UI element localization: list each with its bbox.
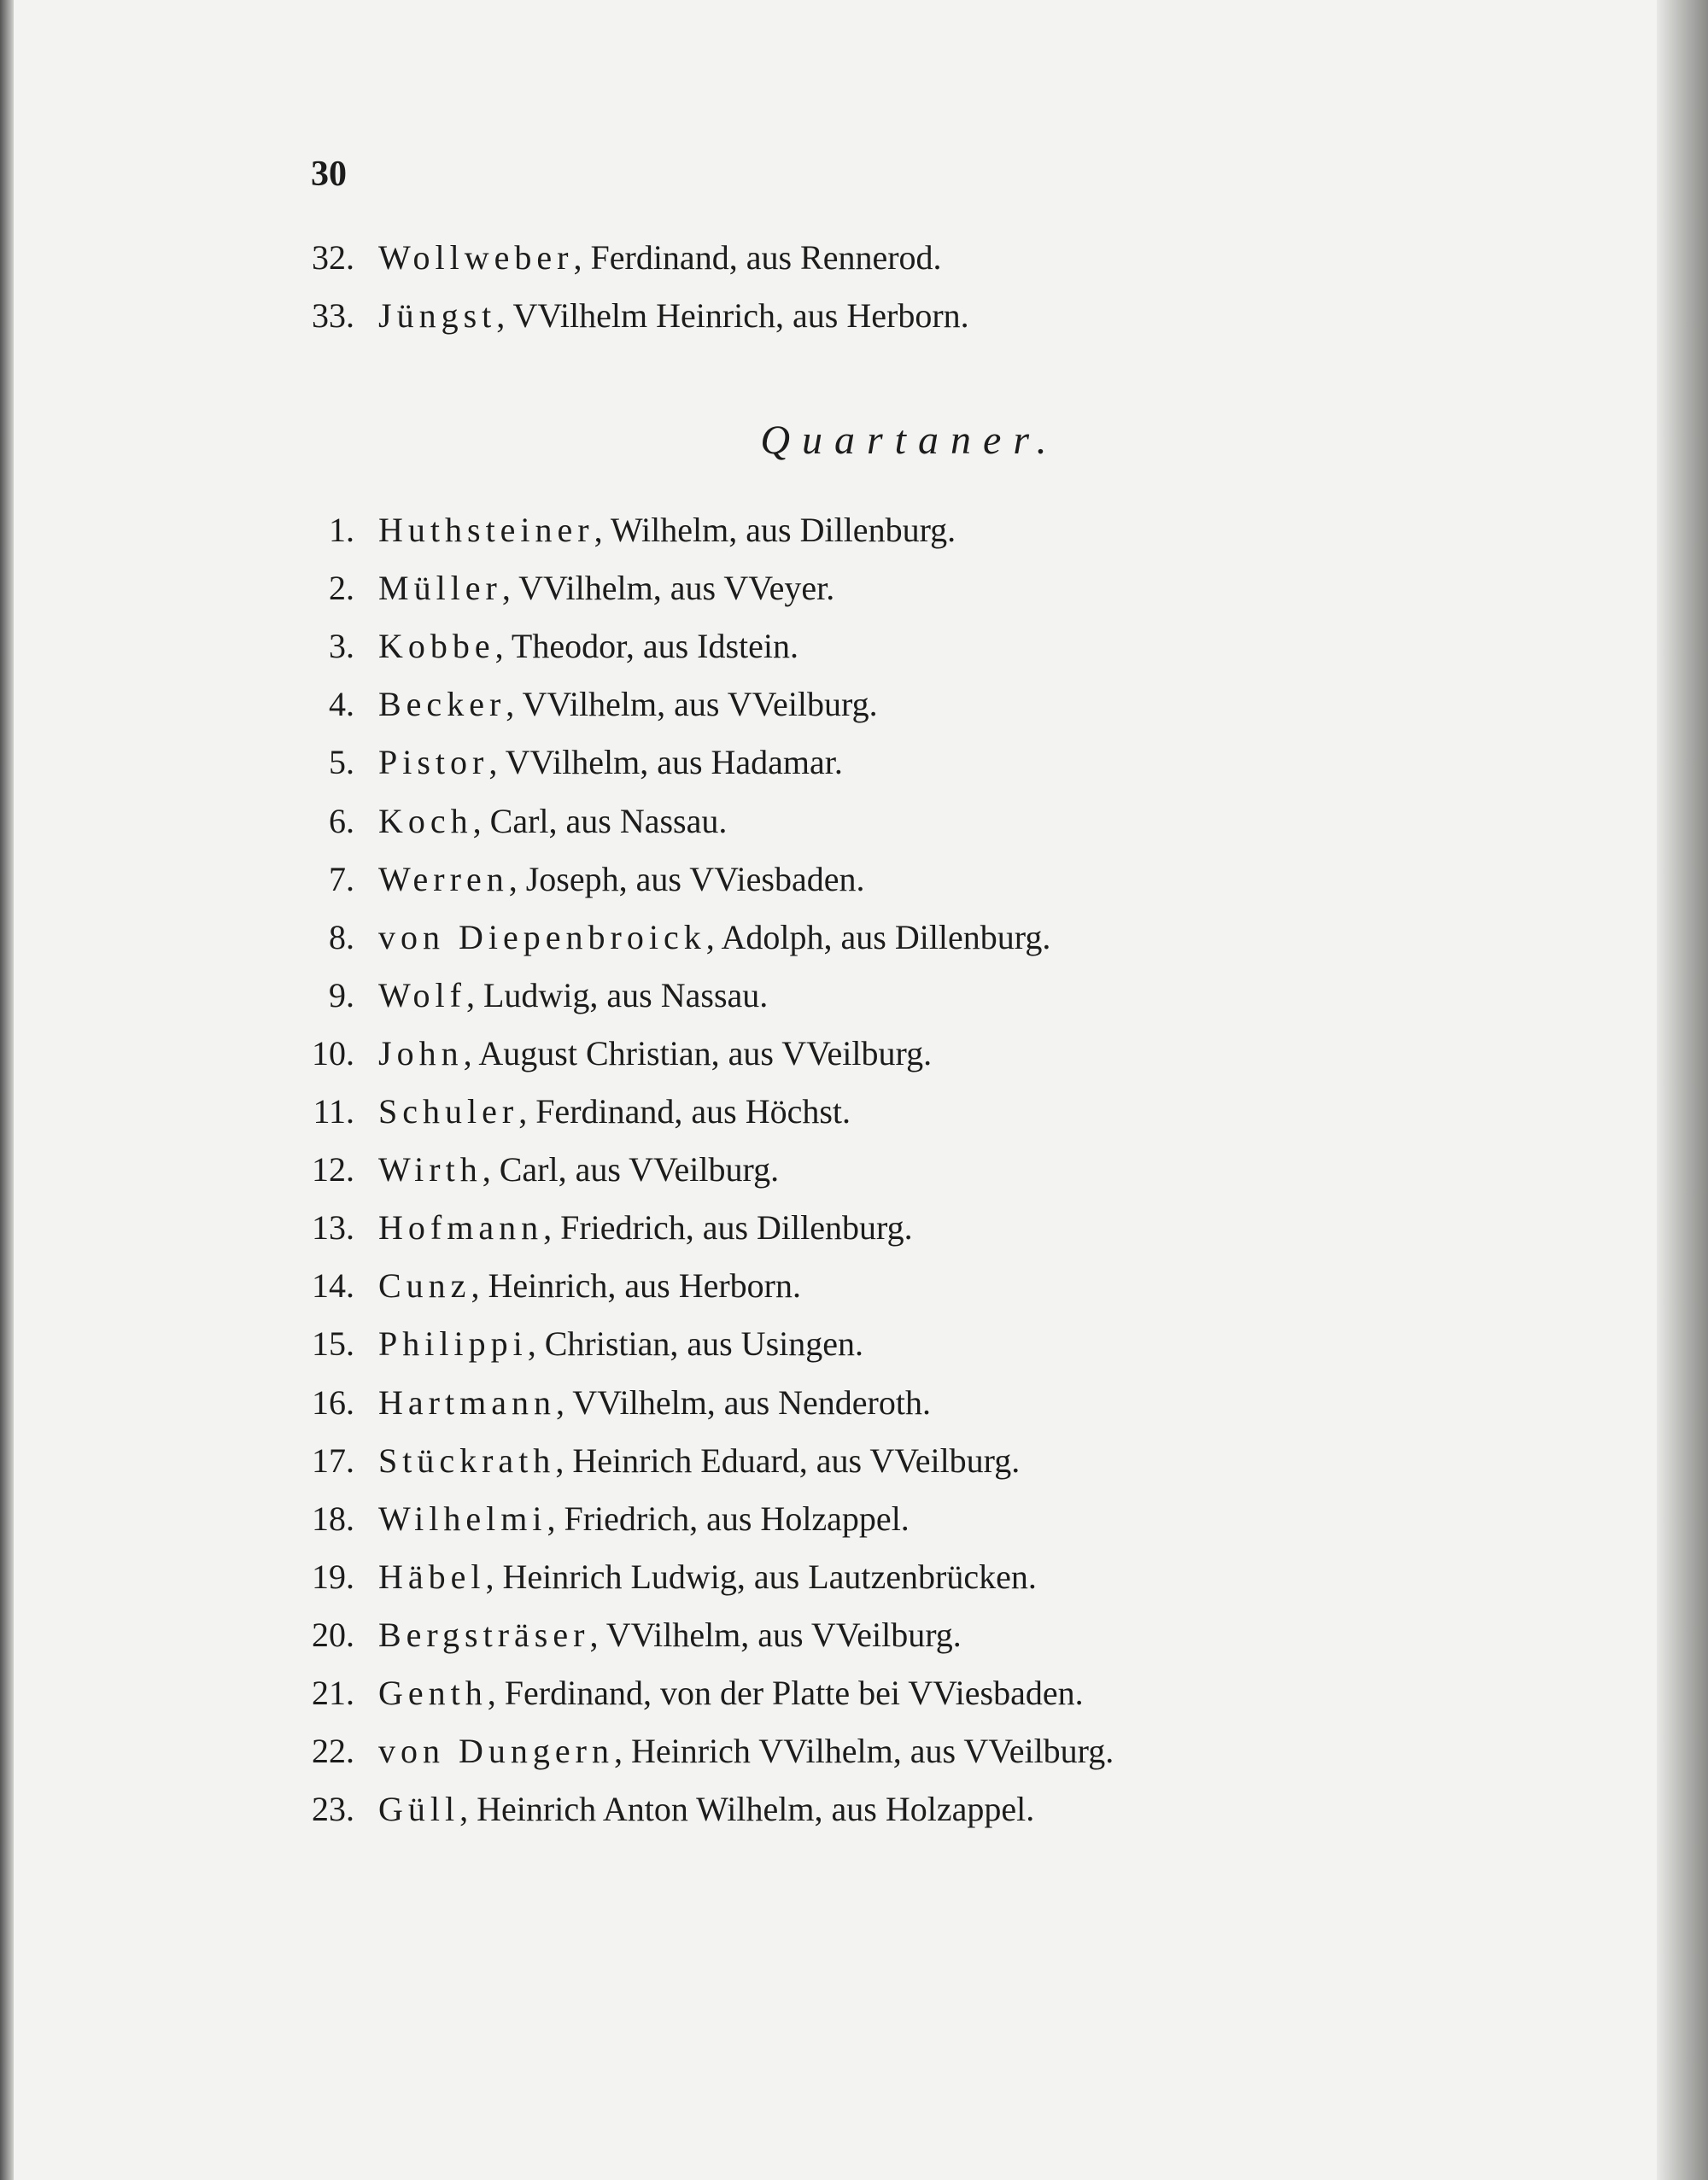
entry-surname: Werren [378, 859, 509, 898]
list-item [282, 1207, 913, 1248]
entry-details: , Wilhelm, aus Dillenburg. [594, 511, 956, 549]
entry-number: 19. [312, 1557, 354, 1596]
entry-details: , VVilhelm, aus Hadamar. [488, 743, 843, 782]
list-item [282, 295, 969, 336]
entry-details: , Heinrich Ludwig, aus Lautzenbrücken. [485, 1557, 1037, 1596]
entry-surname: Müller [378, 569, 502, 608]
entry-number: 13. [312, 1208, 354, 1248]
entry-surname: Hofmann [378, 1208, 544, 1248]
entry-number: 20. [312, 1615, 354, 1654]
entry-number: 18. [312, 1499, 354, 1538]
list-item [282, 1382, 931, 1423]
list-item [282, 1789, 1034, 1829]
entry-number: 11. [313, 1092, 354, 1131]
entry-details: , August Christian, aus VVeilburg. [463, 1033, 933, 1072]
list-item [282, 742, 843, 782]
entry-number: 32. [312, 238, 354, 277]
scan-right-edge [1657, 0, 1708, 2180]
entry-surname: Pistor [378, 743, 489, 782]
list-item [282, 1731, 1114, 1771]
entry-details: , Ferdinand, aus Höchst. [518, 1092, 851, 1131]
list-item [282, 626, 798, 666]
entry-number: 21. [312, 1674, 354, 1712]
entry-details: , Adolph, aus Dillenburg. [705, 917, 1051, 956]
entry-details: , Ferdinand, von der Platte bei VViesbaden. [487, 1674, 1084, 1712]
entry-details: , Carl, aus Nassau. [472, 801, 728, 840]
list-item [282, 859, 865, 899]
entry-surname: Häbel [378, 1557, 486, 1596]
entry-number: 14. [312, 1266, 354, 1306]
entry-number: 1. [329, 511, 354, 549]
entry-number: 9. [329, 975, 354, 1014]
entry-surname: Wollweber [378, 238, 574, 277]
entry-surname: John [378, 1033, 464, 1072]
entry-number: 15. [312, 1324, 354, 1364]
entry-surname: Genth [378, 1674, 488, 1712]
entry-surname: Kobbe [378, 627, 495, 666]
list-item [282, 237, 942, 278]
entry-surname: Huthsteiner [378, 511, 594, 549]
list-item [282, 1091, 851, 1131]
entry-surname: Güll [378, 1790, 460, 1829]
entry-details: , VVilhelm, aus VVeilburg. [506, 685, 878, 724]
list-item [282, 510, 956, 550]
entry-number: 3. [329, 627, 354, 666]
entry-surname: Wirth [378, 1150, 483, 1189]
list-item [282, 1441, 1020, 1481]
section-title: Quartaner. [760, 418, 1059, 463]
list-item [282, 1265, 801, 1306]
entry-details: , Heinrich Eduard, aus VVeilburg. [555, 1441, 1021, 1480]
entry-surname: Stückrath [378, 1441, 556, 1480]
entry-details: , Friedrich, aus Dillenburg. [543, 1208, 913, 1248]
scan-left-edge [0, 0, 14, 2180]
entry-surname: Koch [378, 801, 473, 840]
list-item [282, 684, 878, 724]
list-item [282, 1615, 962, 1655]
entry-number: 4. [329, 685, 354, 724]
entry-details: , Friedrich, aus Holzappel. [547, 1499, 910, 1538]
entry-surname: Cunz [378, 1266, 471, 1306]
entry-details: , VVilhelm, aus VVeyer. [501, 569, 835, 608]
list-item [282, 1033, 932, 1073]
list-item [282, 1557, 1037, 1597]
page-number: 30 [311, 155, 347, 194]
entry-surname: Hartmann [378, 1382, 556, 1422]
entry-number: 16. [312, 1382, 354, 1422]
list-item [282, 975, 768, 1015]
entry-surname: Schuler [378, 1092, 519, 1131]
entry-number: 23. [312, 1790, 354, 1829]
entry-details: , Theodor, aus Idstein. [494, 627, 799, 666]
entry-surname: von Dungern [378, 1732, 614, 1771]
entry-details: , Heinrich Anton Wilhelm, aus Holzappel. [459, 1790, 1035, 1829]
list-item [282, 1324, 863, 1364]
entry-details: , Ferdinand, aus Rennerod. [573, 238, 942, 277]
entry-number: 12. [312, 1150, 354, 1189]
list-item [282, 801, 727, 841]
entry-number: 10. [312, 1033, 354, 1072]
entry-details: , VVilhelm, aus Nenderoth. [555, 1382, 931, 1422]
entry-number: 5. [329, 743, 354, 782]
entry-surname: Wolf [378, 975, 466, 1014]
entry-number: 6. [329, 801, 354, 840]
entry-details: , VVilhelm, aus VVeilburg. [589, 1615, 962, 1654]
entry-details: , Christian, aus Usingen. [527, 1324, 864, 1364]
entry-number: 22. [312, 1732, 354, 1771]
entry-surname: Jüngst [378, 296, 497, 335]
entry-details: , VVilhelm Heinrich, aus Herborn. [496, 296, 969, 335]
entry-number: 7. [329, 859, 354, 898]
list-item [282, 1499, 910, 1539]
entry-number: 33. [312, 296, 354, 335]
entry-surname: Philippi [378, 1324, 528, 1364]
entry-number: 2. [329, 569, 354, 608]
list-item [282, 917, 1050, 957]
entry-details: , Joseph, aus VViesbaden. [508, 859, 865, 898]
entry-number: 17. [312, 1441, 354, 1480]
list-item [282, 1673, 1084, 1713]
entry-details: , Heinrich VVilhelm, aus VVeilburg. [613, 1732, 1114, 1771]
entry-surname: Wilhelmi [378, 1499, 547, 1538]
entry-surname: Becker [378, 685, 506, 724]
entry-surname: Bergsträser [378, 1615, 590, 1654]
entry-surname: von Diepenbroick [378, 917, 706, 956]
entry-details: , Carl, aus VVeilburg. [482, 1150, 780, 1189]
entry-details: , Ludwig, aus Nassau. [465, 975, 769, 1014]
list-item [282, 568, 834, 608]
entry-details: , Heinrich, aus Herborn. [471, 1266, 801, 1306]
entry-number: 8. [329, 917, 354, 956]
list-item [282, 1149, 779, 1189]
